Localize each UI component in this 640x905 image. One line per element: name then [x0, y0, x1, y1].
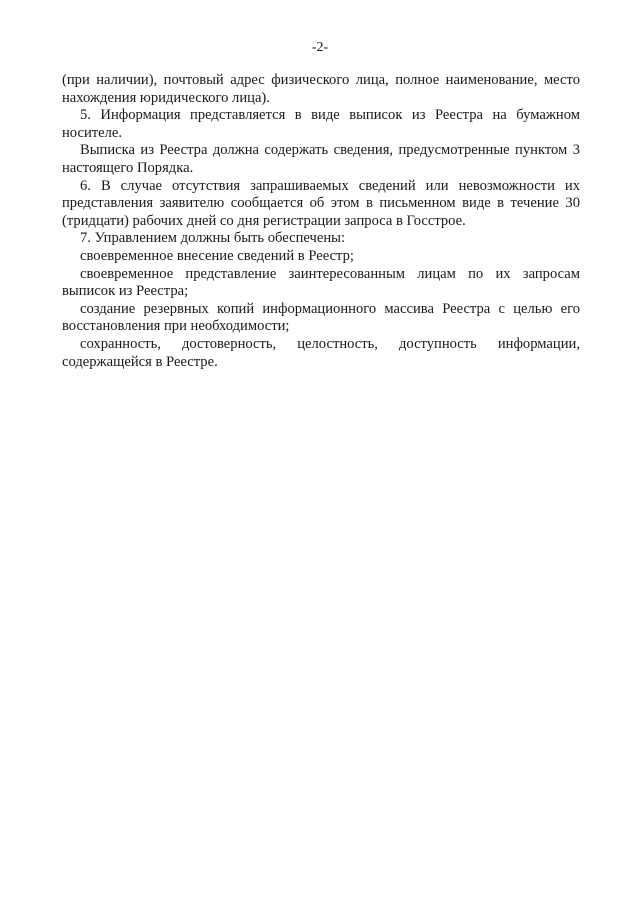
list-item-timely-provision: своевременное представление заинтересованным лицам по их запросам выписок из Реестра; — [62, 265, 580, 300]
document-body — [62, 72, 580, 371]
paragraph-item-7: 7. Управлением должны быть обеспечены: — [80, 230, 345, 247]
page-number: -2- — [311, 40, 329, 55]
paragraph-item-6: 6. В случае отсутствия запрашиваемых сведений или невозможности их представления заявителю сообщается об этом в письменном виде в течение 30 (тридцати) рабочих дней со дня регистрации запроса в Госстрое. — [62, 177, 580, 229]
paragraph-extract-contents: Выписка из Реестра должна содержать сведения, предусмотренные пунктом 3 настоящего Порядка. — [62, 142, 580, 176]
list-item-timely-entry: своевременное внесение сведений в Реестр; — [80, 247, 354, 264]
list-item-data-integrity: сохранность, достоверность, целостность, доступность информации, содержащейся в Реестре. — [62, 335, 580, 370]
paragraph-item-5: 5. Информация представляется в виде выписок из Реестра на бумажном носителе. — [62, 107, 580, 141]
list-item-backup-copies: создание резервных копий информационного массива Реестра с целью его восстановления при необходимости; — [62, 300, 580, 335]
paragraph-address-continuation: (при наличии), почтовый адрес физического лица, полное наименование, место нахождения юридического лица). — [62, 72, 580, 106]
